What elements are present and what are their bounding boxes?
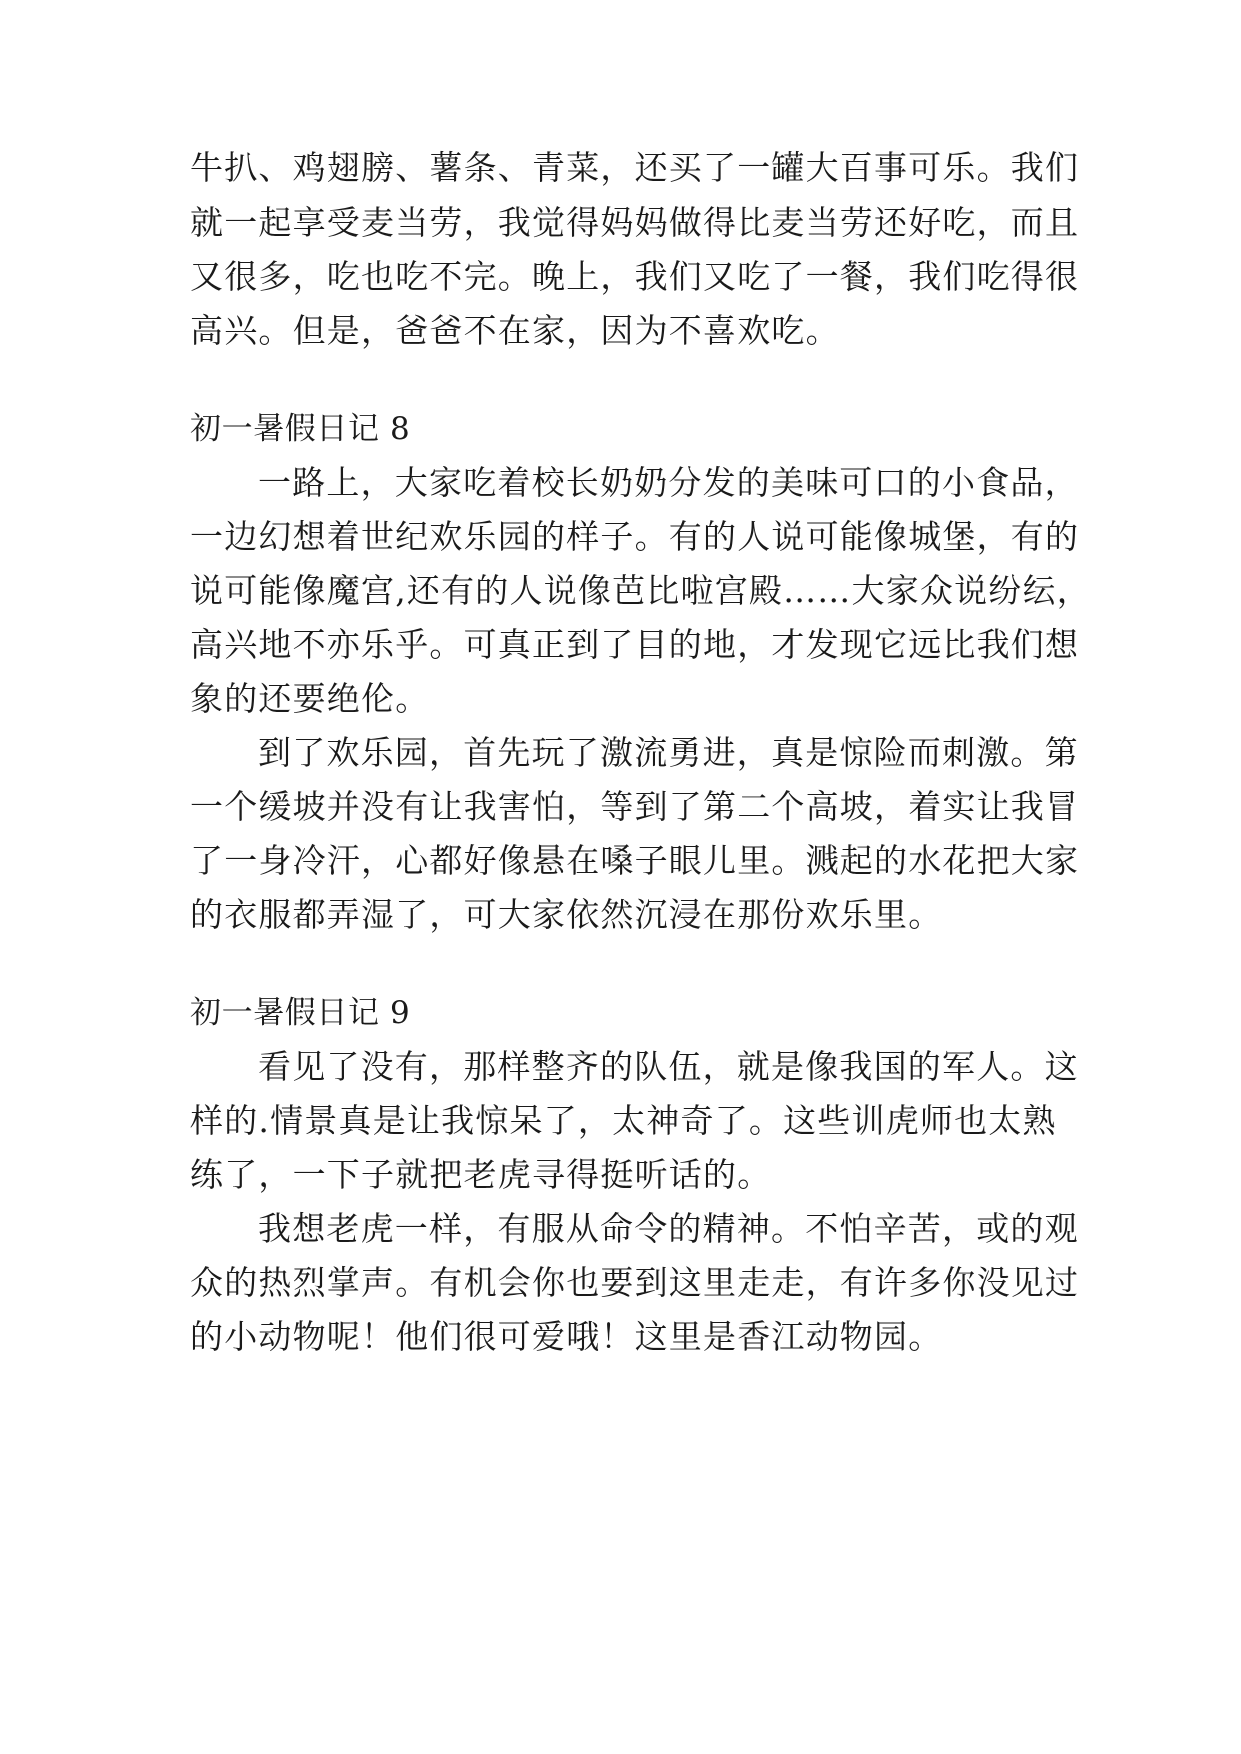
paragraph-line: 的小动物呢！他们很可爱哦！这里是香江动物园。 [190, 1317, 943, 1356]
paragraph-line: 牛扒、鸡翅膀、薯条、青菜，还买了一罐大百事可乐。我们 [190, 148, 1080, 187]
paragraph-line: 看见了没有，那样整齐的队伍，就是像我国的军人。这 [258, 1047, 1079, 1086]
paragraph-line: 到了欢乐园，首先玩了激流勇进，真是惊险而刺激。第 [258, 733, 1079, 772]
paragraph-line: 象的还要绝伦。 [190, 679, 430, 718]
diary-title: 初一暑假日记 8 [190, 411, 411, 447]
paragraph-line: 一个缓坡并没有让我害怕，等到了第二个高坡，着实让我冒 [190, 787, 1080, 826]
paragraph-line: 一边幻想着世纪欢乐园的样子。有的人说可能像城堡，有的 [190, 517, 1080, 556]
paragraph-line: 众的热烈掌声。有机会你也要到这里走走，有许多你没见过 [190, 1263, 1080, 1302]
diary-title: 初一暑假日记 9 [190, 995, 411, 1031]
paragraph-line: 一路上，大家吃着校长奶奶分发的美味可口的小食品， [258, 463, 1079, 502]
paragraph-line: 说可能像魔宫,还有的人说像芭比啦宫殿……大家众说纷纭， [190, 571, 1091, 610]
paragraph-line: 就一起享受麦当劳，我觉得妈妈做得比麦当劳还好吃，而且 [190, 203, 1080, 242]
paragraph-line: 高兴。但是，爸爸不在家，因为不喜欢吃。 [190, 311, 840, 350]
paragraph-line: 我想老虎一样，有服从命令的精神。不怕辛苦，或的观 [258, 1209, 1079, 1248]
paragraph-line: 样的.情景真是让我惊呆了，太神奇了。这些训虎师也太熟 [190, 1101, 1057, 1140]
paragraph-line: 的衣服都弄湿了，可大家依然沉浸在那份欢乐里。 [190, 895, 943, 934]
paragraph-line: 练了，一下子就把老虎寻得挺听话的。 [190, 1155, 772, 1194]
paragraph-line: 高兴地不亦乐乎。可真正到了目的地，才发现它远比我们想 [190, 625, 1080, 664]
paragraph-line: 了一身冷汗，心都好像悬在嗓子眼儿里。溅起的水花把大家 [190, 841, 1080, 880]
paragraph-line: 又很多，吃也吃不完。晚上，我们又吃了一餐，我们吃得很 [190, 257, 1080, 296]
